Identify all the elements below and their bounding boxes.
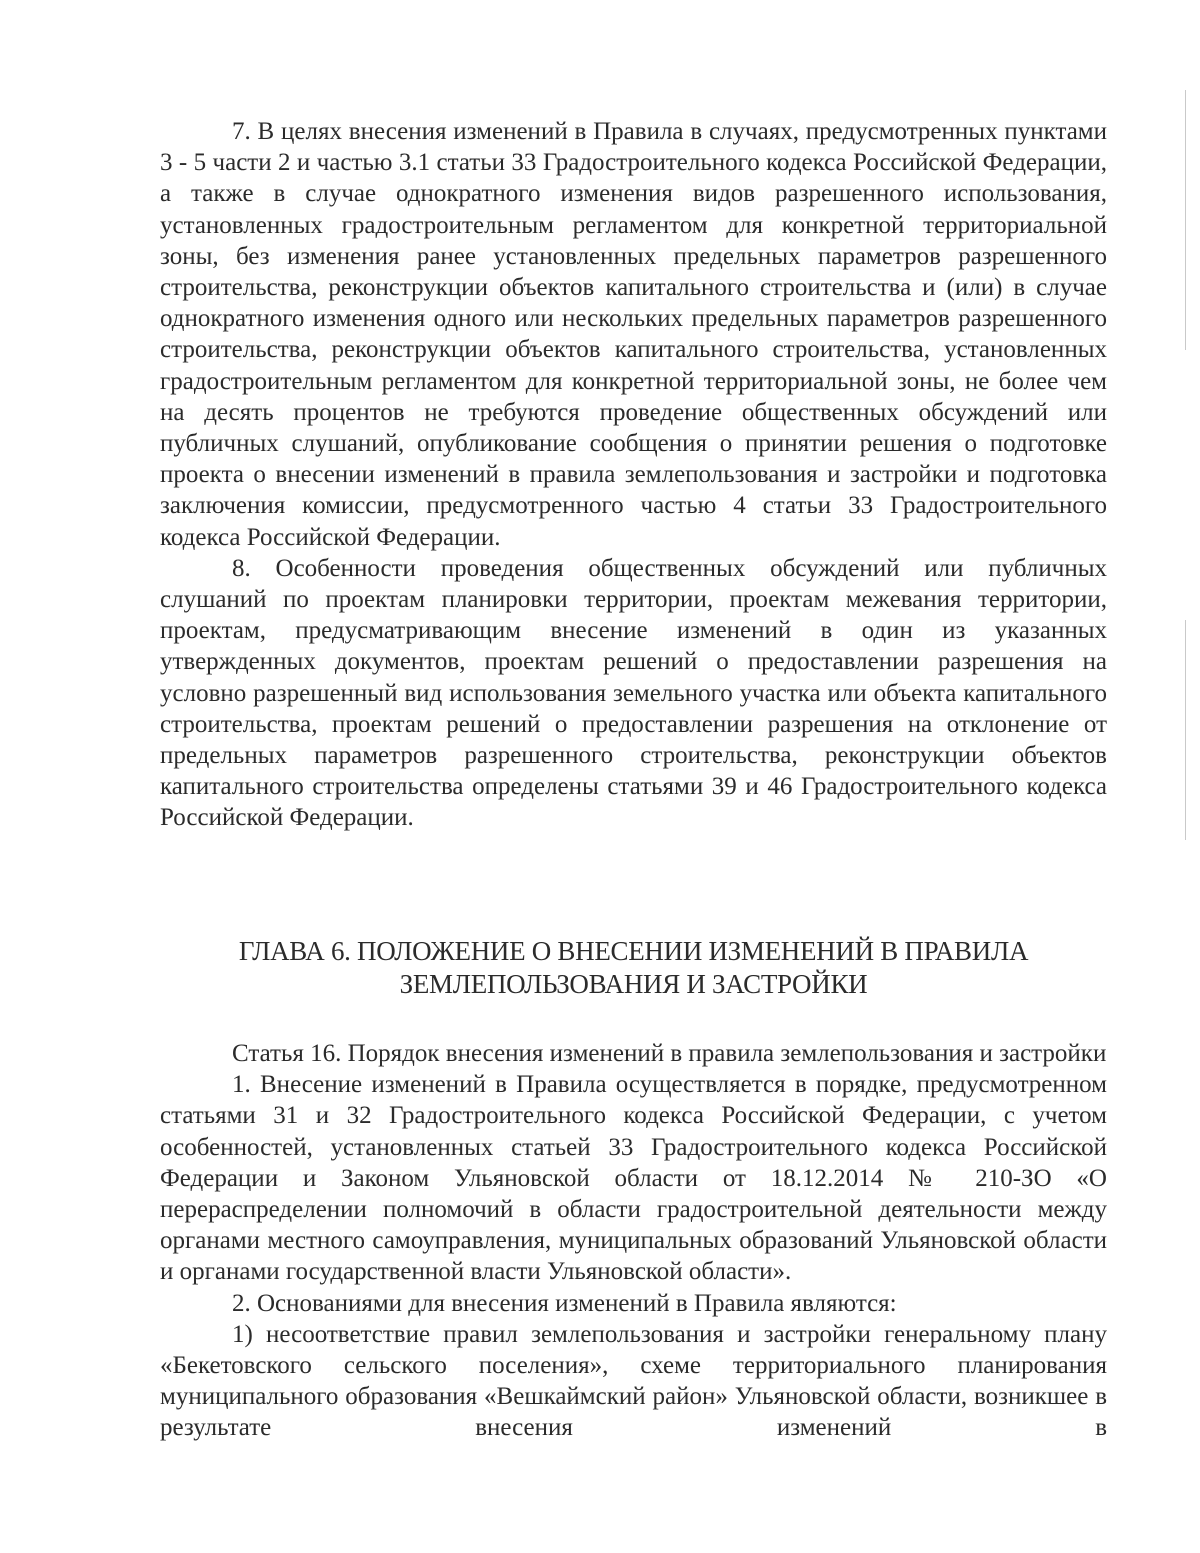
chapter-heading-line-2: ЗЕМЛЕПОЛЬЗОВАНИЯ И ЗАСТРОЙКИ xyxy=(399,969,868,999)
chapter-heading-line-1: ГЛАВА 6. ПОЛОЖЕНИЕ О ВНЕСЕНИИ ИЗМЕНЕНИЙ В ПРАВИЛА xyxy=(238,936,1029,966)
paragraph-2: 2. Основаниями для внесения изменений в Правила являются: xyxy=(232,1289,897,1317)
scan-edge-mark xyxy=(1185,90,1186,350)
scan-edge-mark xyxy=(1185,620,1186,840)
section-bottom xyxy=(160,1038,1107,1444)
subparagraph-1: 1) несоответствие правил землепользования и застройки генеральному плану «Бекетовского сельского поселения», схеме территориального планирования муниципального образования «Вешкаймский район» Ульяновской области, возникшее в результате внесения изменений в xyxy=(160,1320,1107,1442)
section-top xyxy=(160,116,1107,834)
paragraph-7: 7. В целях внесения изменений в Правила в случаях, предусмотренных пунктами 3 - 5 части 2 и частью 3.1 статьи 33 Градостроительного кодекса Российской Федерации, а также в случае однократного изменения видов разрешенного использования, установленных градостроительным регламентом для конкретной территориальной зоны, без изменения ранее установленных предельных параметров разрешенного строительства, реконструкции объектов капитального строительства и (или) в случае однократного изменения одного или нескольких предельных параметров разрешенного строительства, реконструкции объектов капитального строительства, установленных градостроительным регламентом для конкретной территориальной зоны, не более чем на десять процентов не требуются проведение общественных обсуждений или публичных слушаний, опубликование сообщения о принятии решения о подготовке проекта о внесении изменений в правила землепользования и застройки и подготовка заключения комиссии, предусмотренного частью 4 статьи 33 Градостроительного кодекса Российской Федерации. xyxy=(160,118,1107,551)
paragraph-1: 1. Внесение изменений в Правила осуществляется в порядке, предусмотренном статьями 31 и 32 Градостроительного кодекса Российской Федерации, с учетом особенностей, установленных статьей 33 Градостроительного кодекса Российской Федерации и Законом Ульяновской области от 18.12.2014 № 210-ЗО «О перераспределении полномочий в области градостроительной деятельности между органами местного самоуправления, муниципальных образований Ульяновской области и органами государственной власти Ульяновской области». xyxy=(160,1071,1107,1286)
article-title: Статья 16. Порядок внесения изменений в правила землепользования и застройки xyxy=(232,1040,1107,1067)
paragraph-8: 8. Особенности проведения общественных обсуждений или публичных слушаний по проектам планировки территории, проектам межевания территории, проектам, предусматривающим внесение изменений в один из указанных утвержденных документов, проектам решений о предоставлении разрешения на условно разрешенный вид использования земельного участка или объекта капитального строительства, проектам решений о предоставлении разрешения на отклонение от предельных параметров разрешенного строительства, реконструкции объектов капитального строительства определены статьями 39 и 46 Градостроительного кодекса Российской Федерации. xyxy=(160,554,1107,832)
